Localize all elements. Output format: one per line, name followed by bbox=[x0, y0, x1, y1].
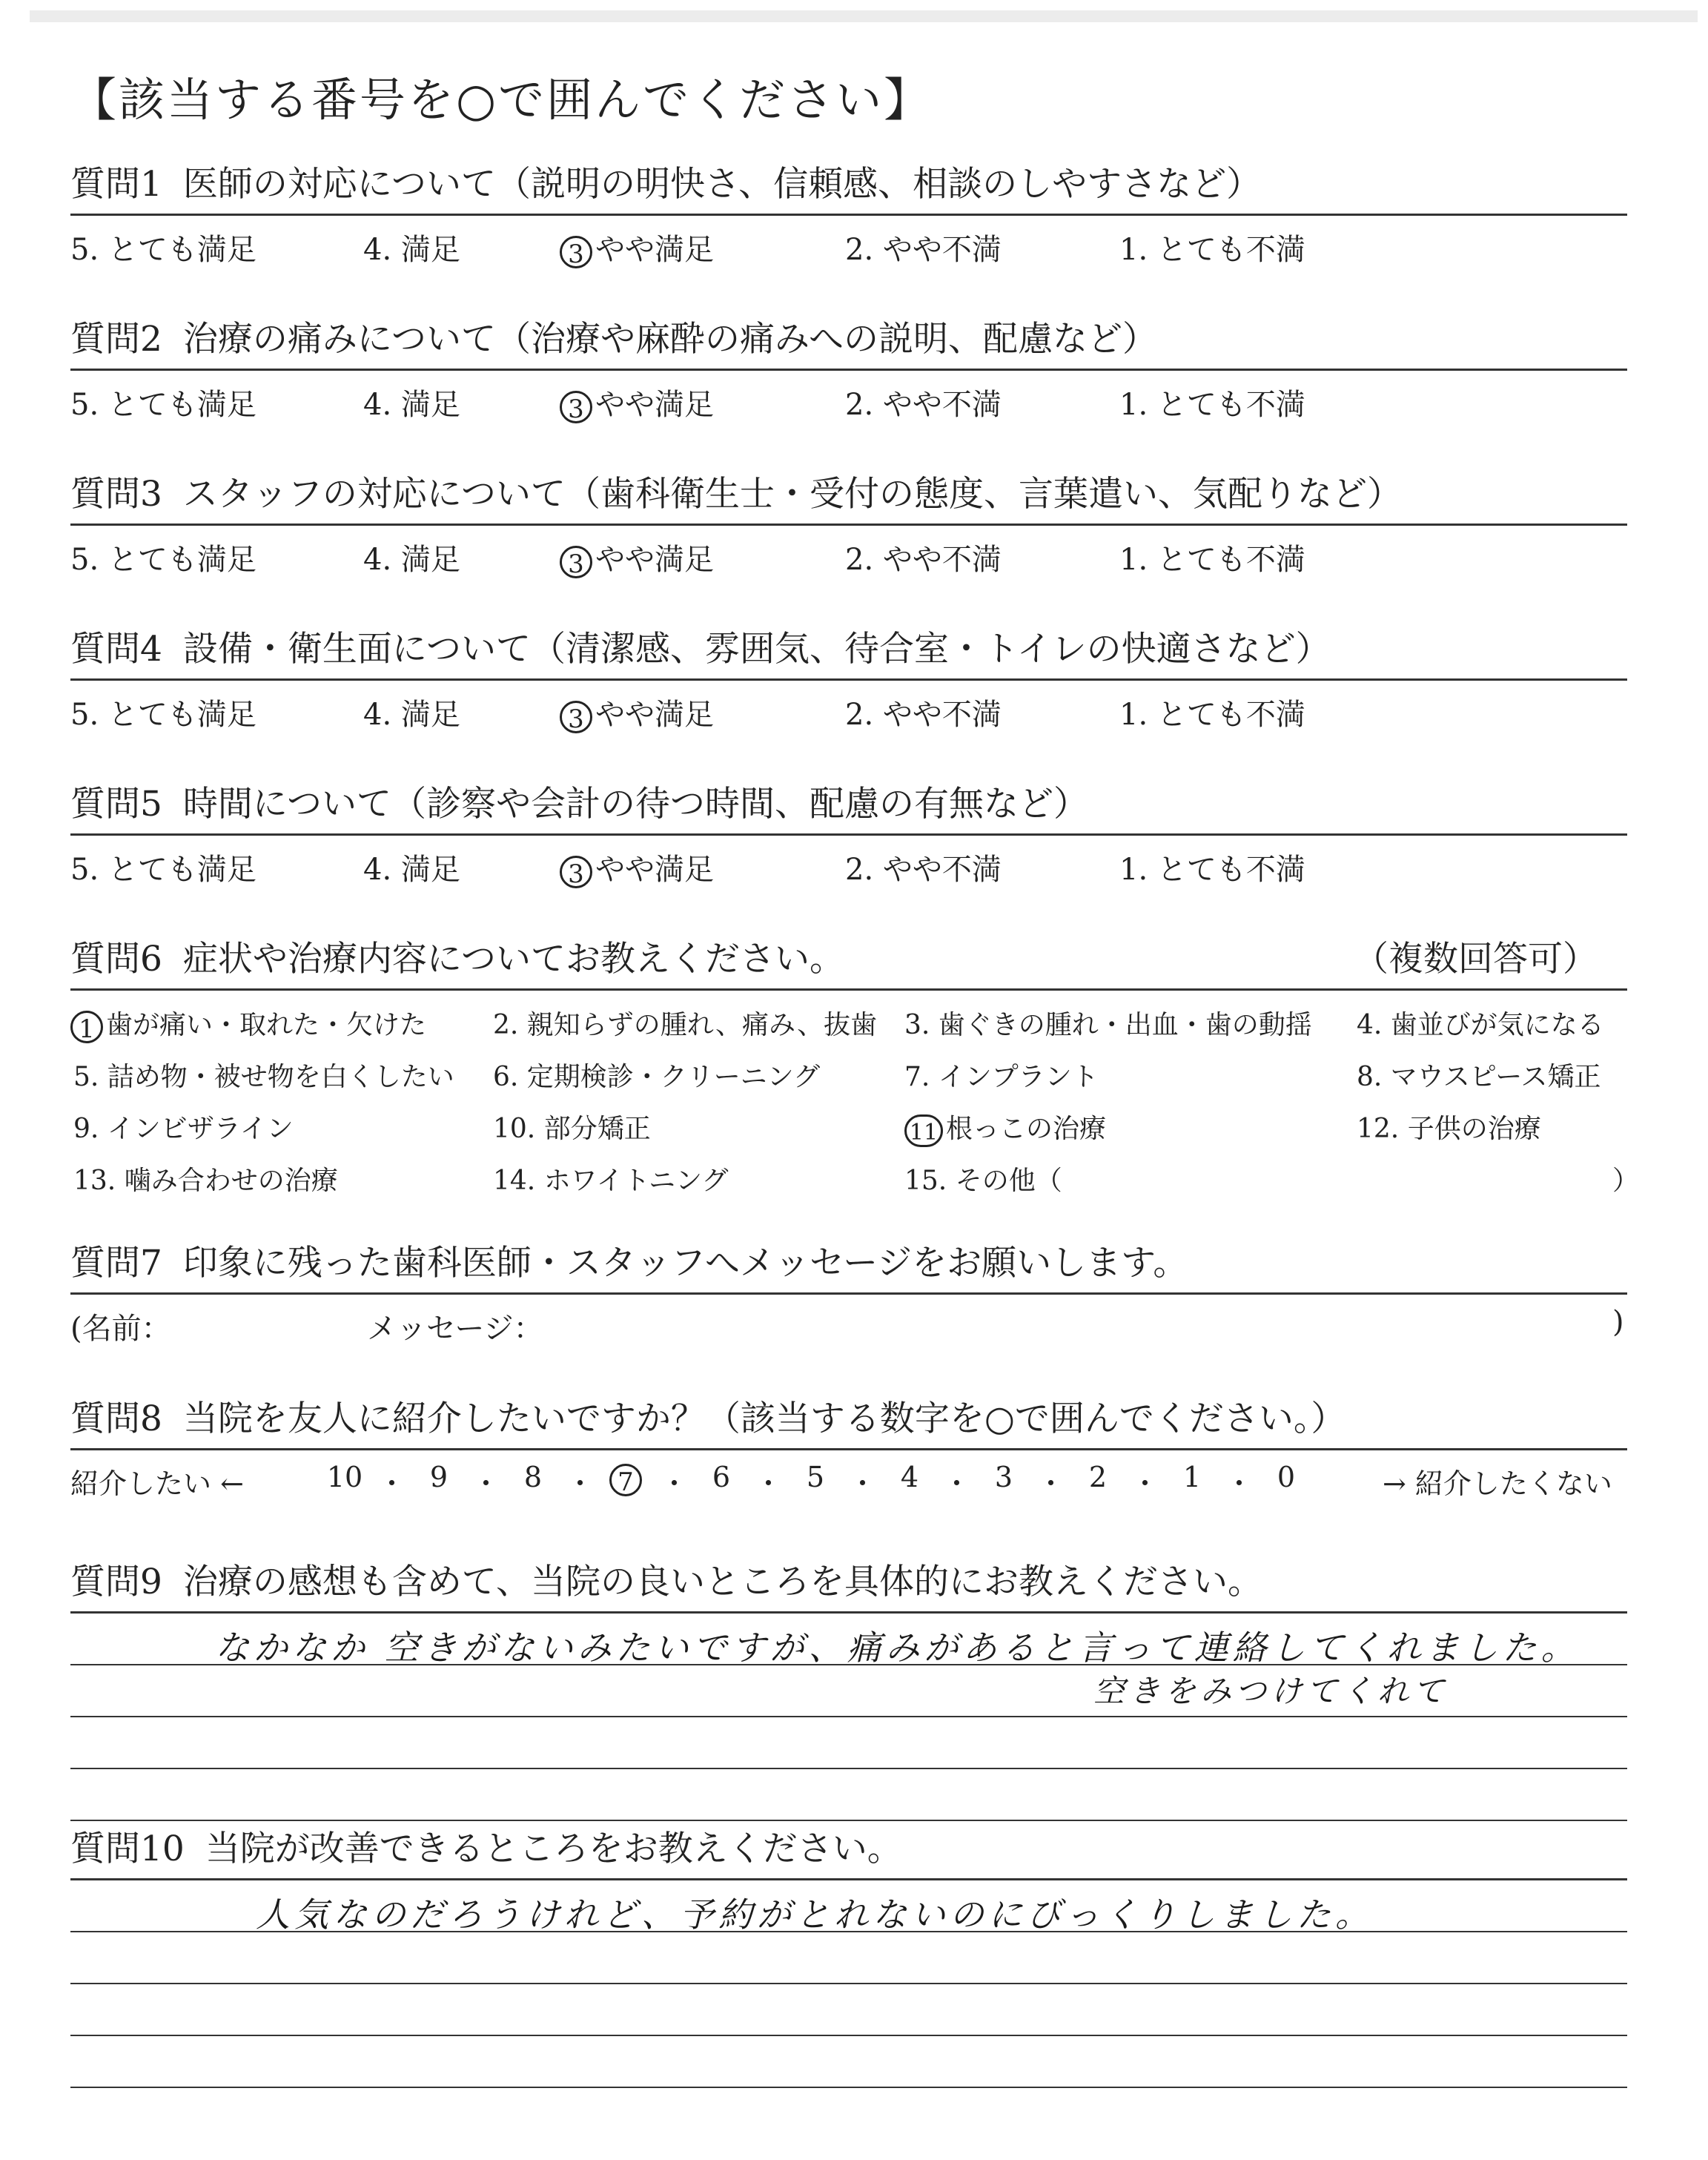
question-number: 質問9 bbox=[70, 1562, 162, 1602]
multiple-answer-note: （複数回答可） bbox=[1354, 939, 1598, 980]
symptom-option-14[interactable]: 14. ホワイトニング bbox=[493, 1166, 729, 1196]
question-9-title bbox=[70, 1553, 1627, 1614]
question-text: 症状や治療内容についてお教えください。 bbox=[182, 939, 844, 980]
question-number: 質問2 bbox=[70, 319, 162, 360]
circle-mark: 3 bbox=[560, 546, 592, 578]
option-5[interactable]: 5. とても満足 bbox=[70, 388, 256, 422]
rating-options bbox=[70, 526, 1627, 578]
symptom-options bbox=[70, 991, 1640, 1213]
answer-line[interactable] bbox=[70, 1665, 1627, 1717]
option-3-selected[interactable] bbox=[560, 226, 714, 268]
circle-mark: 7 bbox=[609, 1464, 642, 1496]
message-fields bbox=[70, 1295, 1627, 1347]
option-label: 根っこの治療 bbox=[946, 1114, 1107, 1144]
question-2-title bbox=[70, 311, 1627, 371]
symptom-option-1-selected[interactable] bbox=[70, 1004, 426, 1043]
question-number: 質問6 bbox=[70, 939, 162, 980]
scan-top-edge bbox=[30, 10, 1698, 22]
option-label: やや満足 bbox=[595, 543, 714, 577]
question-2 bbox=[70, 311, 1627, 466]
circle-mark: 3 bbox=[560, 701, 592, 733]
option-2[interactable]: 2. やや不満 bbox=[845, 233, 1002, 267]
rating-options bbox=[70, 371, 1627, 423]
survey-sheet bbox=[70, 59, 1640, 2102]
handwritten-answer: 人気なのだろうけれど、予約がとれないのにびっくりしました。 bbox=[256, 1895, 1374, 1935]
symptom-option-8[interactable]: 8. マウスピース矯正 bbox=[1357, 1062, 1601, 1092]
option-2[interactable]: 2. やや不満 bbox=[845, 698, 1002, 732]
option-label: やや満足 bbox=[595, 388, 714, 422]
handwritten-insert: 空きをみつけてくれて bbox=[1093, 1673, 1449, 1709]
circle-mark: 1 bbox=[70, 1011, 103, 1043]
option-2[interactable]: 2. やや不満 bbox=[845, 543, 1002, 577]
recommend-right-label: → 紹介したくない bbox=[1383, 1467, 1612, 1500]
symptom-option-10[interactable]: 10. 部分矯正 bbox=[493, 1114, 651, 1144]
question-text: 治療の感想も含めて、当院の良いところを具体的にお教えください。 bbox=[182, 1562, 1262, 1602]
option-label: 歯が痛い・取れた・欠けた bbox=[106, 1010, 427, 1040]
question-number: 質問3 bbox=[70, 474, 162, 515]
question-3-title bbox=[70, 466, 1627, 526]
symptom-option-2[interactable]: 2. 親知らずの腫れ、痛み、抜歯 bbox=[493, 1010, 878, 1040]
question-6-title bbox=[70, 931, 1627, 991]
option-4[interactable]: 4. 満足 bbox=[363, 853, 460, 887]
option-4[interactable]: 4. 満足 bbox=[363, 543, 460, 577]
option-5[interactable]: 5. とても満足 bbox=[70, 233, 256, 267]
option-4[interactable]: 4. 満足 bbox=[363, 233, 460, 267]
question-text: 時間について（診察や会計の待つ時間、配慮の有無など） bbox=[182, 784, 1088, 825]
option-1[interactable]: 1. とても不満 bbox=[1119, 233, 1305, 267]
close-paren: ) bbox=[1612, 1305, 1624, 1339]
answer-line[interactable] bbox=[70, 1614, 1627, 1668]
instruction-header: 【該当する番号を○で囲んでください】 bbox=[70, 73, 933, 127]
answer-line[interactable] bbox=[70, 1880, 1627, 1935]
symptom-option-9[interactable]: 9. インビザライン bbox=[73, 1114, 294, 1144]
name-field-label[interactable]: (名前： bbox=[70, 1312, 171, 1346]
recommend-left-label: 紹介したい ← bbox=[70, 1467, 244, 1500]
question-10-title bbox=[70, 1820, 1627, 1880]
symptom-option-5[interactable]: 5. 詰め物・被せ物を白くしたい bbox=[73, 1062, 454, 1092]
question-text: 当院を友人に紹介したいですか？（該当する数字を○で囲んでください。） bbox=[182, 1398, 1346, 1439]
question-5 bbox=[70, 776, 1627, 931]
other-close-paren: ） bbox=[1612, 1166, 1640, 1196]
symptom-option-11-selected[interactable] bbox=[904, 1108, 1106, 1147]
option-1[interactable]: 1. とても不満 bbox=[1119, 543, 1305, 577]
question-number: 質問10 bbox=[70, 1829, 185, 1869]
symptom-option-15[interactable]: 15. その他（ bbox=[904, 1166, 1062, 1196]
question-text: 治療の痛みについて（治療や麻酔の痛みへの説明、配慮など） bbox=[182, 319, 1158, 360]
question-number: 質問7 bbox=[70, 1243, 162, 1284]
question-4-title bbox=[70, 621, 1627, 681]
question-number: 質問8 bbox=[70, 1398, 162, 1439]
option-3-selected[interactable] bbox=[560, 846, 714, 888]
rating-options bbox=[70, 836, 1627, 888]
rating-options bbox=[70, 216, 1627, 268]
option-5[interactable]: 5. とても満足 bbox=[70, 698, 256, 732]
question-text: 当院が改善できるところをお教えください。 bbox=[205, 1829, 902, 1869]
question-number: 質問1 bbox=[70, 164, 162, 205]
option-2[interactable]: 2. やや不満 bbox=[845, 853, 1002, 887]
option-5[interactable]: 5. とても満足 bbox=[70, 853, 256, 887]
option-1[interactable]: 1. とても不満 bbox=[1119, 698, 1305, 732]
option-label: やや満足 bbox=[595, 853, 714, 887]
question-1 bbox=[70, 156, 1627, 311]
option-5[interactable]: 5. とても満足 bbox=[70, 543, 256, 577]
question-3 bbox=[70, 466, 1627, 621]
option-1[interactable]: 1. とても不満 bbox=[1119, 388, 1305, 422]
option-label: やや満足 bbox=[595, 233, 714, 267]
answer-line[interactable] bbox=[70, 1932, 1627, 1984]
circle-mark: 3 bbox=[560, 856, 592, 888]
question-4 bbox=[70, 621, 1627, 776]
option-3-selected[interactable] bbox=[560, 691, 714, 733]
option-1[interactable]: 1. とても不満 bbox=[1119, 853, 1305, 887]
option-4[interactable]: 4. 満足 bbox=[363, 388, 460, 422]
option-4[interactable]: 4. 満足 bbox=[363, 698, 460, 732]
symptom-option-6[interactable]: 6. 定期検診・クリーニング bbox=[493, 1062, 821, 1092]
question-7 bbox=[70, 1235, 1627, 1390]
question-7-title bbox=[70, 1235, 1627, 1295]
question-5-title bbox=[70, 776, 1627, 836]
answer-line[interactable] bbox=[70, 1769, 1627, 1821]
question-8 bbox=[70, 1390, 1627, 1553]
circle-mark: 3 bbox=[560, 236, 592, 268]
symptom-option-3[interactable]: 3. 歯ぐきの腫れ・出血・歯の動揺 bbox=[904, 1010, 1312, 1040]
option-3-selected[interactable] bbox=[560, 536, 714, 578]
symptom-option-4[interactable]: 4. 歯並びが気になる bbox=[1357, 1010, 1604, 1040]
circle-mark: 11 bbox=[904, 1114, 943, 1147]
circle-mark: 3 bbox=[560, 391, 592, 423]
question-6 bbox=[70, 931, 1640, 1235]
message-field-label[interactable]: メッセージ： bbox=[367, 1312, 543, 1346]
option-label: やや満足 bbox=[595, 698, 714, 732]
question-text: スタッフの対応について（歯科衛生士・受付の態度、言葉遣い、気配りなど） bbox=[182, 474, 1402, 515]
question-10 bbox=[70, 1820, 1627, 2102]
question-text: 医師の対応について（説明の明快さ、信頼感、相談のしやすさなど） bbox=[182, 164, 1262, 205]
question-8-title bbox=[70, 1390, 1627, 1450]
symptom-option-12[interactable]: 12. 子供の治療 bbox=[1357, 1114, 1541, 1144]
question-number: 質問4 bbox=[70, 629, 162, 670]
question-text: 印象に残った歯科医師・スタッフへメッセージをお願いします。 bbox=[182, 1243, 1188, 1284]
question-number: 質問5 bbox=[70, 784, 162, 825]
symptom-option-7[interactable]: 7. インプラント bbox=[904, 1062, 1099, 1092]
option-3-selected[interactable] bbox=[560, 381, 714, 423]
question-text: 設備・衛生面について（清潔感、雰囲気、待合室・トイレの快適さなど） bbox=[182, 629, 1331, 670]
question-1-title bbox=[70, 156, 1627, 216]
symptom-option-13[interactable]: 13. 噛み合わせの治療 bbox=[73, 1166, 338, 1196]
rating-options bbox=[70, 681, 1627, 733]
option-2[interactable]: 2. やや不満 bbox=[845, 388, 1002, 422]
answer-line[interactable] bbox=[70, 2036, 1627, 2088]
handwritten-answer: なかなか 空きがないみたいですが、痛みがあると言って連絡してくれました。 bbox=[215, 1628, 1580, 1668]
recommend-scale: 紹介したい ← → 紹介したくない 10 ・ 9 ・ 8 ・ 7 ・ 6 ・ 5 ・ 4 ・ 3 ・ 2 ・ 1 ・ 0 bbox=[70, 1461, 1612, 1500]
answer-line[interactable] bbox=[70, 1717, 1627, 1769]
answer-line[interactable] bbox=[70, 1984, 1627, 2036]
question-9 bbox=[70, 1553, 1627, 1820]
